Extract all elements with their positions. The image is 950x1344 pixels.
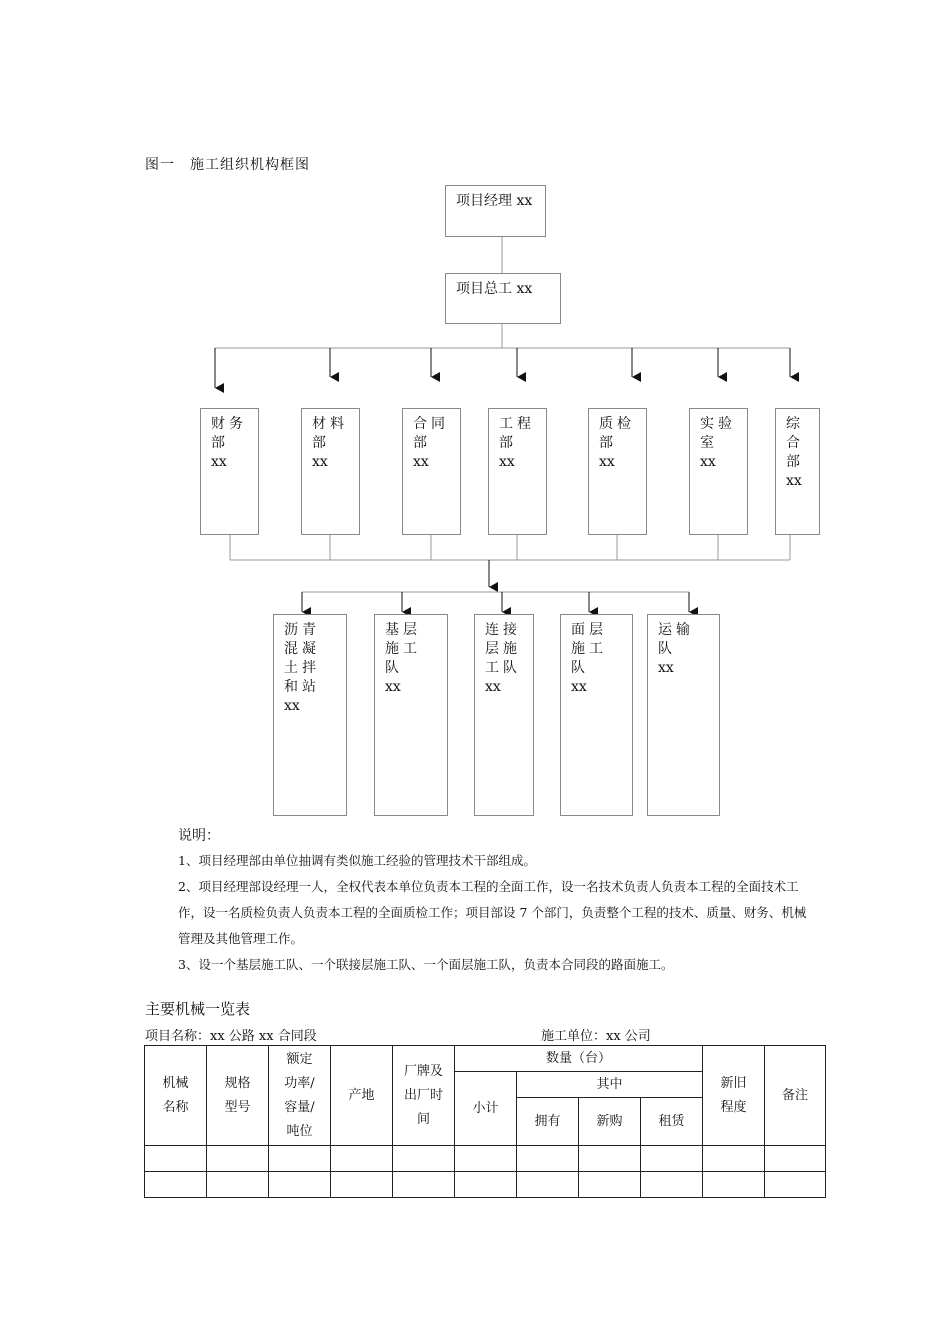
- dept-label: 材料部: [312, 416, 348, 451]
- header-rating: 额定功率/容量/吨位: [269, 1046, 331, 1146]
- team-label: 面层施工队: [571, 622, 607, 676]
- header-of-which: 其中: [517, 1072, 703, 1098]
- table-cell: [207, 1172, 269, 1198]
- figure-caption: 图一 施工组织机构框图: [145, 157, 310, 173]
- table-cell: [269, 1146, 331, 1172]
- dept-head: xx: [700, 454, 716, 470]
- team-label: 基层施工队: [385, 622, 421, 676]
- dept-label: 工程部: [499, 416, 535, 451]
- notes-section: [178, 826, 818, 978]
- table-cell: [331, 1146, 393, 1172]
- dept-label: 实验室: [700, 416, 736, 451]
- table-cell: [641, 1146, 703, 1172]
- dept-box: [689, 408, 748, 535]
- dept-box: [775, 408, 820, 535]
- table-cell: [455, 1172, 517, 1198]
- dept-box: [488, 408, 547, 535]
- dept-head: xx: [413, 454, 429, 470]
- team-head: xx: [284, 698, 300, 714]
- table-row: [145, 1172, 826, 1198]
- node-chief-engineer-label: 项目总工 xx: [456, 281, 533, 297]
- table-cell: [393, 1146, 455, 1172]
- dept-box: [402, 408, 461, 535]
- table-cell: [517, 1172, 579, 1198]
- dept-label: 质检部: [599, 416, 635, 451]
- table-cell: [145, 1172, 207, 1198]
- header-subtotal: 小计: [455, 1072, 517, 1146]
- team-head: xx: [385, 679, 401, 695]
- table-cell: [145, 1146, 207, 1172]
- table-cell: [517, 1146, 579, 1172]
- team-box: [474, 614, 534, 816]
- table-cell: [579, 1146, 641, 1172]
- dept-head: xx: [312, 454, 328, 470]
- dept-label: 合同部: [413, 416, 449, 451]
- header-quantity: 数量（台）: [455, 1046, 703, 1072]
- table-cell: [269, 1172, 331, 1198]
- node-chief-engineer: [445, 273, 561, 324]
- contractor-name: 施工单位：xx 公司: [541, 1029, 651, 1044]
- team-box: [647, 614, 720, 816]
- table-cell: [331, 1172, 393, 1198]
- note-item: 1、项目经理部由单位抽调有类似施工经验的管理技术干部组成。: [178, 853, 536, 868]
- dept-head: xx: [786, 473, 802, 489]
- table-cell: [393, 1172, 455, 1198]
- machinery-table: [144, 1045, 826, 1198]
- table-cell: [703, 1146, 765, 1172]
- team-head: xx: [571, 679, 587, 695]
- notes-heading: 说明：: [178, 828, 220, 844]
- team-label: 运输队: [658, 622, 694, 657]
- dept-head: xx: [599, 454, 615, 470]
- dept-head: xx: [211, 454, 227, 470]
- dept-box: [301, 408, 360, 535]
- dept-label: 财务部: [211, 416, 247, 451]
- dept-box: [200, 408, 259, 535]
- team-head: xx: [658, 660, 674, 676]
- table-cell: [703, 1172, 765, 1198]
- team-label: 沥青混凝土拌和站: [284, 622, 320, 695]
- header-remarks: 备注: [765, 1046, 826, 1146]
- team-box: [374, 614, 448, 816]
- node-project-manager: [445, 185, 546, 237]
- header-leased: 租赁: [641, 1098, 703, 1146]
- table-row: [145, 1146, 826, 1172]
- table-cell: [579, 1172, 641, 1198]
- header-machine-name: 机械名称: [145, 1046, 207, 1146]
- table-cell: [207, 1146, 269, 1172]
- header-model: 规格型号: [207, 1046, 269, 1146]
- header-new: 新购: [579, 1098, 641, 1146]
- dept-box: [588, 408, 647, 535]
- header-owned: 拥有: [517, 1098, 579, 1146]
- team-head: xx: [485, 679, 501, 695]
- table-cell: [765, 1146, 826, 1172]
- dept-head: xx: [499, 454, 515, 470]
- table-cell: [765, 1172, 826, 1198]
- team-label: 连接层施工队: [485, 622, 521, 676]
- team-box: [560, 614, 633, 816]
- dept-label: 综合部: [786, 416, 804, 470]
- table-cell: [455, 1146, 517, 1172]
- table-cell: [641, 1172, 703, 1198]
- header-manufacture: 厂牌及出厂时间: [393, 1046, 455, 1146]
- header-origin: 产地: [331, 1046, 393, 1146]
- project-name: 项目名称：xx 公路 xx 合同段: [145, 1029, 317, 1044]
- node-project-manager-label: 项目经理 xx: [456, 193, 533, 209]
- note-item: 2、项目经理部设经理一人，全权代表本单位负责本工程的全面工作，设一名技术负责人负责本工程的全面技术工作，设一名质检负责人负责本工程的全面质检工作；项目部设 7 个部门，负责整个工程的技术、质量、财务、机械管理及其他管理工作。: [178, 879, 807, 946]
- note-item: 3、设一个基层施工队、一个联接层施工队、一个面层施工队，负责本合同段的路面施工。: [178, 957, 674, 972]
- header-condition: 新旧程度: [703, 1046, 765, 1146]
- machinery-table-title: 主要机械一览表: [145, 1000, 251, 1018]
- team-box: [273, 614, 347, 816]
